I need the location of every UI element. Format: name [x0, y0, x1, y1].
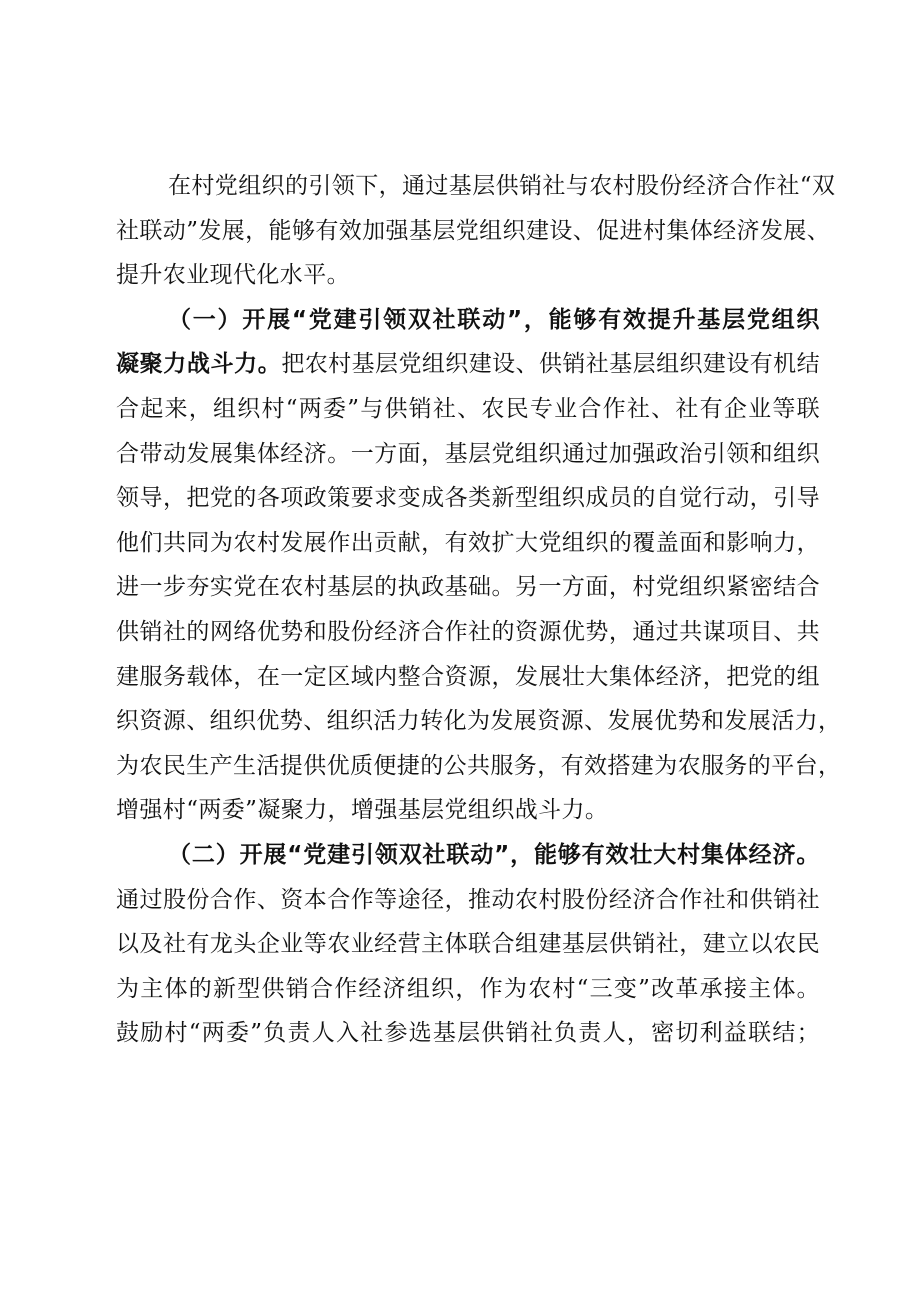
document-page [116, 164, 842, 1056]
text-line: 他们共同为农村发展作出贡献，有效扩大党组织的覆盖面和影响力， [116, 529, 820, 556]
text-line: 为农民生产生活提供优质便捷的公共服务，有效搭建为农服务的平台， [116, 752, 842, 779]
text-line: 提升农业现代化水平。 [116, 262, 350, 289]
text-line: 合起来，组织村“两委”与供销社、农民专业合作社、社有企业等联 [116, 395, 820, 422]
text-line [116, 342, 820, 387]
intro-paragraph [116, 164, 836, 298]
text-line: 领导，把党的各项政策要求变成各类新型组织成员的自觉行动，引导 [116, 485, 820, 512]
text-line: 为主体的新型供销合作经济组织，作为农村“三变”改革承接主体。 [116, 975, 820, 1002]
section-two-paragraph [116, 833, 820, 1056]
text-line: 以及社有龙头企业等农业经营主体联合组建基层供销社，建立以农民 [116, 931, 820, 958]
text-line: 社联动”发展，能够有效加强基层党组织建设、促进村集体经济发展、 [116, 217, 831, 244]
section-one-paragraph [116, 298, 842, 833]
text-line: 通过股份合作、资本合作等途径，推动农村股份经济合作社和供销社 [116, 886, 820, 913]
text-line: 建服务载体，在一定区域内整合资源，发展壮大集体经济，把党的组 [116, 663, 820, 690]
section-one-heading-cont: 凝聚力战斗力。 [116, 351, 282, 378]
text-run: 把农村基层党组织建设、供销社基层组织建设有机结 [281, 351, 820, 378]
section-one-heading: （一）开展“党建引领双社联动”，能够有效提升基层党组织 [168, 306, 820, 333]
text-line: 织资源、组织优势、组织活力转化为发展资源、发展优势和发展活力， [116, 708, 842, 735]
text-line: 在村党组织的引领下，通过基层供销社与农村股份经济合作社“双 [168, 173, 836, 199]
text-line: 鼓励村“两委”负责人入社参选基层供销社负责人，密切利益联结； [116, 1020, 820, 1047]
text-line: 增强村“两委”凝聚力，增强基层党组织战斗力。 [116, 797, 609, 824]
text-line: 进一步夯实党在农村基层的执政基础。另一方面，村党组织紧密结合 [116, 574, 820, 601]
text-line: 合带动发展集体经济。一方面，基层党组织通过加强政治引领和组织 [116, 440, 820, 467]
text-line: 供销社的网络优势和股份经济合作社的资源优势，通过共谋项目、共 [116, 618, 820, 645]
section-two-heading: （二）开展“党建引领双社联动”，能够有效壮大村集体经济。 [168, 841, 820, 868]
